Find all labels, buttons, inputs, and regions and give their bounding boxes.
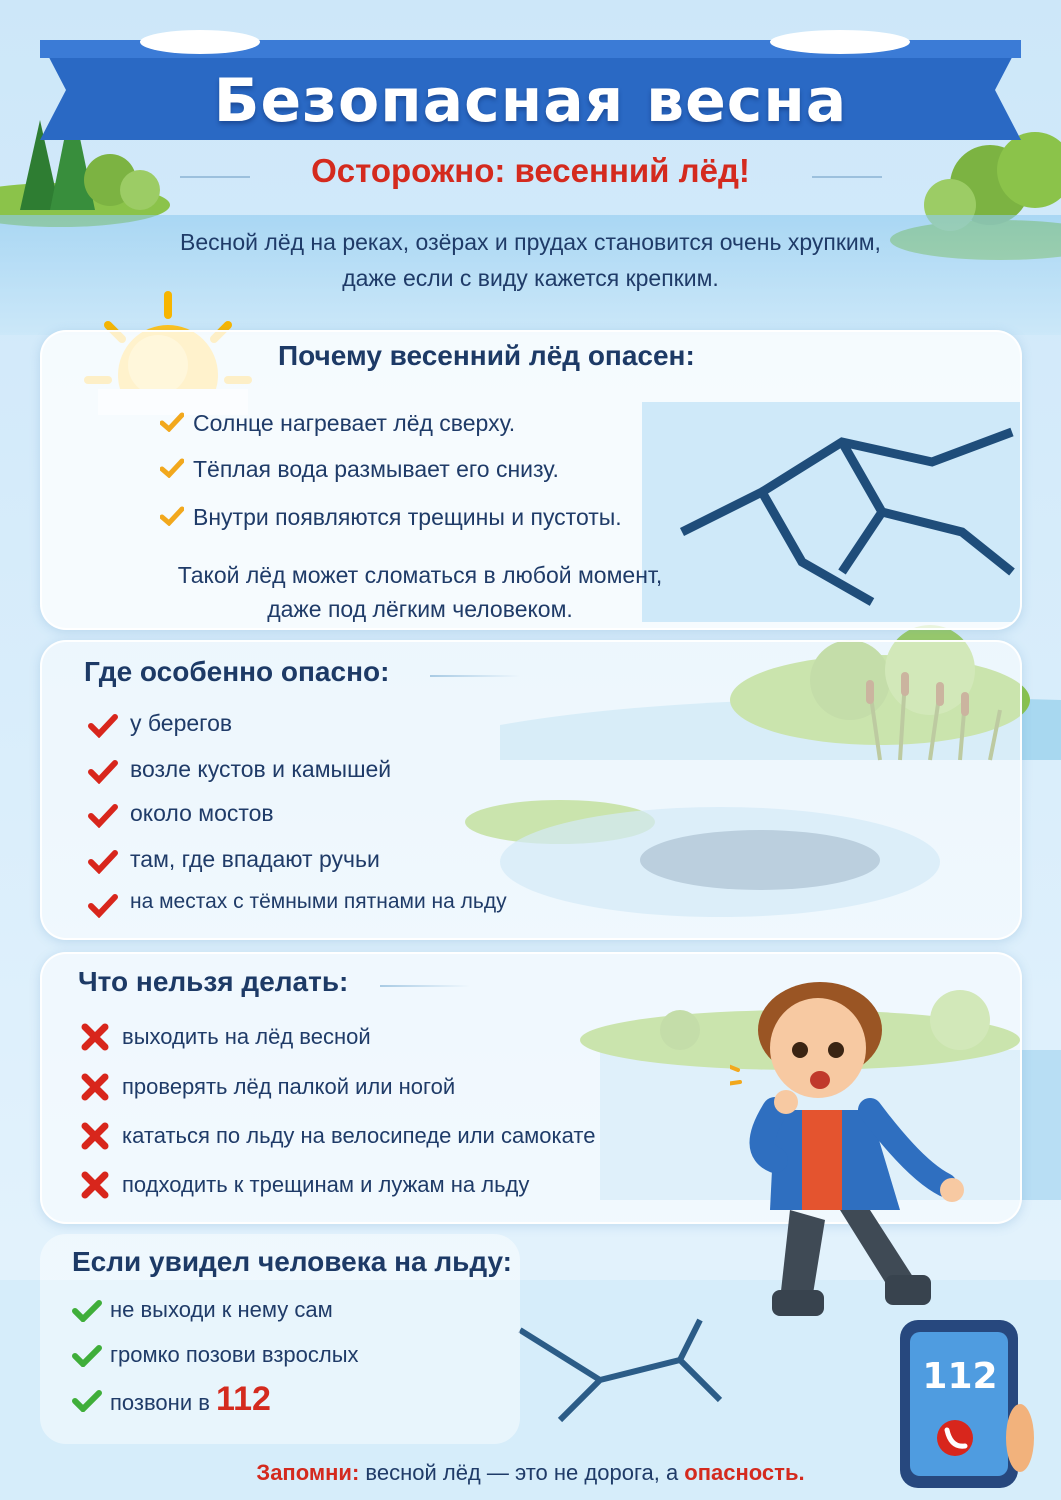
why-item: Внутри появляются трещины и пустоты. — [193, 504, 622, 530]
where-item: на местах с тёмными пятнами на льду — [130, 890, 507, 913]
why-item: Тёплая вода размывает его снизу. — [193, 456, 559, 482]
if-seen-item — [110, 1380, 271, 1419]
title-banner — [40, 28, 1021, 140]
why-note — [120, 558, 720, 626]
red-cross-icon — [80, 1121, 110, 1151]
dont-item: подходить к трещинам и лужам на льду — [122, 1172, 530, 1197]
where-title: Где особенно опасно: — [84, 656, 390, 687]
dont-item: выходить на лёд весной — [122, 1024, 371, 1049]
green-check-icon — [72, 1300, 102, 1322]
yellow-check-icon — [160, 412, 184, 432]
where-item: там, где впадают ручьи — [130, 846, 380, 872]
why-item: Солнце нагревает лёд сверху. — [193, 410, 516, 436]
green-check-icon — [72, 1390, 102, 1412]
footer-note — [0, 1460, 1061, 1486]
title-rule — [380, 985, 470, 987]
red-check-icon — [88, 850, 118, 874]
dont-title: Что нельзя делать: — [78, 966, 349, 997]
where-item: около мостов — [130, 800, 274, 826]
yellow-check-icon — [160, 506, 184, 526]
why-note-line: даже под лёгким человеком. — [267, 596, 573, 622]
phone-screen-number: 112 — [922, 1356, 998, 1397]
dont-item: кататься по льду на велосипеде или самокате — [122, 1123, 596, 1148]
red-cross-icon — [80, 1170, 110, 1200]
red-cross-icon — [80, 1022, 110, 1052]
if-seen-title: Если увидел человека на льду: — [72, 1246, 512, 1277]
red-check-icon — [88, 894, 118, 918]
page-title: Безопасная весна — [213, 66, 848, 136]
why-note-line: Такой лёд может сломаться в любой момент, — [177, 562, 663, 588]
title-rule — [430, 675, 520, 677]
red-cross-icon — [80, 1072, 110, 1102]
why-title: Почему весенний лёд опасен: — [278, 340, 695, 371]
footer-text: весной лёд — это не дорога, а — [359, 1460, 685, 1485]
dont-item: проверять лёд палкой или ногой — [122, 1074, 456, 1099]
where-item: возле кустов и камышей — [130, 756, 392, 782]
call-text: позвони в — [110, 1390, 210, 1415]
footer-emphasis: опасность. — [684, 1460, 805, 1485]
subtitle: Осторожно: весенний лёд! — [311, 152, 750, 189]
boy-icon — [730, 970, 980, 1330]
where-item: у берегов — [130, 710, 233, 736]
if-seen-item: громко позови взрослых — [110, 1342, 359, 1367]
red-check-icon — [88, 804, 118, 828]
intro-line: Весной лёд на реках, озёрах и прудах становится очень хрупким, — [180, 229, 881, 255]
red-check-icon — [88, 714, 118, 738]
if-seen-item: не выходи к нему сам — [110, 1297, 333, 1322]
footer-label: Запомни: — [256, 1460, 360, 1485]
green-check-icon — [72, 1345, 102, 1367]
intro-line: даже если с виду кажется крепким. — [342, 265, 719, 291]
red-check-icon — [88, 760, 118, 784]
emergency-number: 112 — [216, 1380, 271, 1418]
yellow-check-icon — [160, 458, 184, 478]
